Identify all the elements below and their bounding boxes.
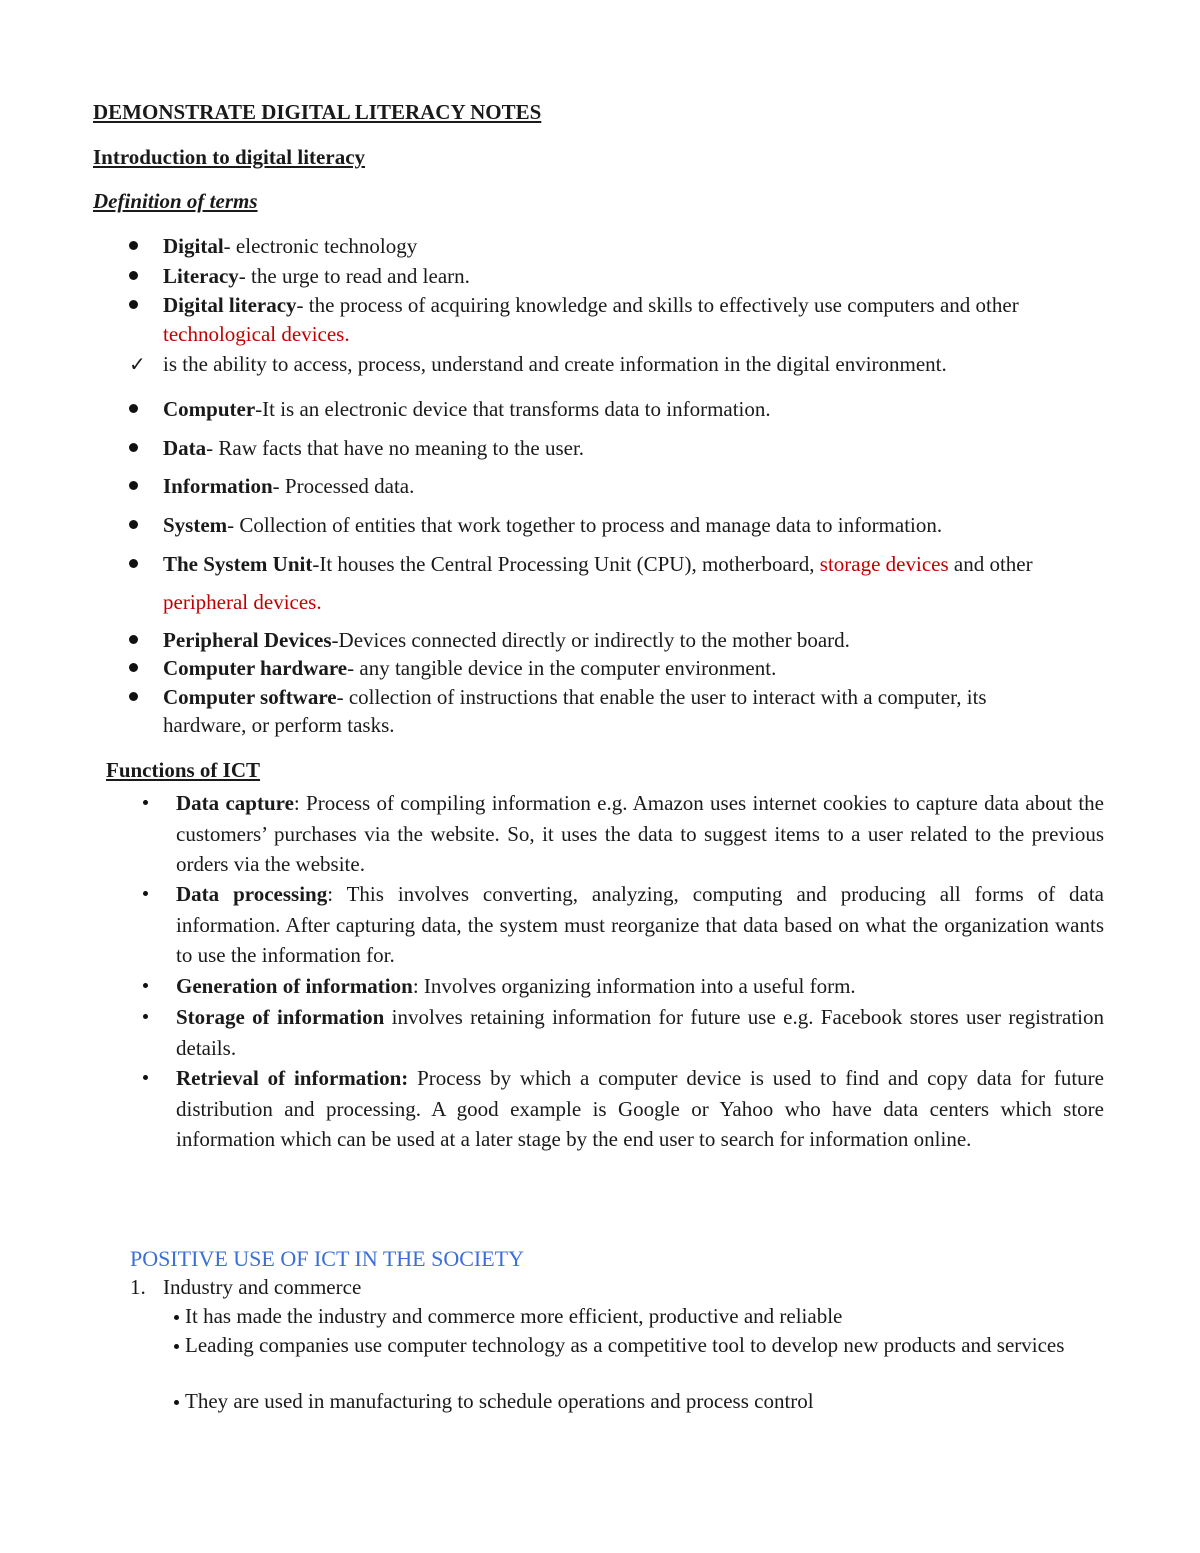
positive-heading: POSITIVE USE OF ICT IN THE SOCIETY (130, 1246, 524, 1271)
function-term: Storage of information (176, 1005, 385, 1029)
industry-item: They are used in manufacturing to schedule operations and process control (185, 1389, 814, 1413)
def-text: -It houses the Central Processing Unit (CPU), motherboard, (312, 552, 820, 576)
def-digital (163, 232, 417, 260)
bullet-icon (174, 1315, 179, 1320)
bullet-icon (174, 1400, 179, 1405)
function-text: Process by which a computer device is used to find and copy data for future distribution and processing. A good example is Google or Yahoo who have data centers which store information which can be used at a later stage by the end user to search for information online. (176, 1066, 1104, 1151)
def-text: -It is an electronic device that transforms data to information. (255, 397, 771, 421)
def-system-unit-line2: peripheral devices. (163, 590, 322, 614)
bullet-icon (143, 891, 148, 896)
def-text: -Devices connected directly or indirectly to the mother board. (331, 628, 850, 652)
bullet-icon (129, 271, 138, 280)
bullet-icon (129, 404, 138, 413)
def-system-unit (163, 550, 1033, 578)
bullet-icon (143, 983, 148, 988)
def-text: - collection of instructions that enable the user to interact with a computer, its (336, 685, 987, 709)
def-text: - any tangible device in the computer environment. (347, 656, 777, 680)
definitions-heading: Definition of terms (93, 189, 258, 213)
function-data-capture (176, 788, 1104, 880)
def-text-after: and other (948, 552, 1033, 576)
def-term: Computer hardware (163, 656, 348, 680)
def-term: Information (163, 474, 273, 498)
def-information (163, 472, 414, 500)
def-term: Data (163, 436, 207, 460)
functions-heading: Functions of ICT (106, 758, 261, 782)
bullet-icon (143, 1075, 148, 1080)
def-text: - Processed data. (272, 474, 415, 498)
intro-heading: Introduction to digital literacy (93, 145, 366, 169)
def-literacy (163, 262, 470, 290)
industry-item: It has made the industry and commerce more efficient, productive and reliable (185, 1304, 843, 1328)
function-data-processing (176, 879, 1104, 971)
function-text: : Process of compiling information e.g. Amazon uses internet cookies to capture data about the customers’ purchases via the website. So, it uses the data to suggest items to a user related to the previous orders via the website. (176, 791, 1104, 876)
def-term: Peripheral Devices (163, 628, 332, 652)
function-term: Data processing (176, 882, 328, 906)
checkmark-icon: ✓ (129, 352, 146, 376)
function-term: Data capture (176, 791, 294, 815)
def-term: Literacy (163, 264, 239, 288)
function-retrieval (176, 1063, 1104, 1155)
bullet-icon (129, 692, 138, 701)
industry-label: Industry and commerce (163, 1275, 362, 1299)
def-peripheral (163, 626, 850, 654)
def-term: Computer software (163, 685, 337, 709)
bullet-icon (129, 241, 138, 250)
bullet-icon (129, 663, 138, 672)
function-text: : This involves converting, analyzing, computing and producing all forms of data information. After capturing data, the system must reorganize that data based on what the organization wants to use the information for. (176, 882, 1104, 967)
def-text-red: technological devices (163, 322, 345, 346)
def-digital-literacy-line2 (163, 320, 350, 348)
function-generation (176, 971, 1104, 1002)
bullet-icon (143, 800, 148, 805)
def-software (163, 683, 987, 711)
def-term: System (163, 513, 228, 537)
def-text: - the process of acquiring knowledge and skills to effectively use computers and other (296, 293, 1019, 317)
def-data (163, 434, 584, 462)
def-software-line2: hardware, or perform tasks. (163, 713, 395, 737)
bullet-icon (143, 1014, 148, 1019)
def-term: Digital (163, 234, 224, 258)
def-text: - the urge to read and learn. (238, 264, 470, 288)
bullet-icon (129, 300, 138, 309)
function-storage (176, 1002, 1104, 1063)
def-check-item: is the ability to access, process, understand and create information in the digital environment. (163, 352, 947, 376)
bullet-icon (129, 481, 138, 490)
def-hardware (163, 654, 776, 682)
def-term: Computer (163, 397, 256, 421)
def-digital-literacy (163, 291, 1019, 319)
bullet-icon (174, 1344, 179, 1349)
function-text: : Involves organizing information into a useful form. (412, 974, 856, 998)
document-title: DEMONSTRATE DIGITAL LITERACY NOTES (93, 100, 542, 124)
def-text-end: . (344, 322, 350, 346)
def-computer (163, 395, 771, 423)
def-text-red: storage devices (819, 552, 949, 576)
def-system (163, 511, 942, 539)
bullet-icon (129, 443, 138, 452)
function-term: Retrieval of information: (176, 1066, 409, 1090)
bullet-icon (129, 520, 138, 529)
def-text: - electronic technology (223, 234, 418, 258)
def-text: - Collection of entities that work together to process and manage data to information. (227, 513, 943, 537)
def-term: Digital literacy (163, 293, 297, 317)
bullet-icon (129, 559, 138, 568)
industry-number: 1. (130, 1275, 146, 1299)
def-term: The System Unit (163, 552, 313, 576)
function-term: Generation of information (176, 974, 413, 998)
def-text: - Raw facts that have no meaning to the user. (206, 436, 585, 460)
industry-item: Leading companies use computer technology as a competitive tool to develop new products and services (185, 1333, 1065, 1357)
bullet-icon (129, 635, 138, 644)
function-text: involves retaining information for future use e.g. Facebook stores user registration details. (176, 1005, 1104, 1060)
